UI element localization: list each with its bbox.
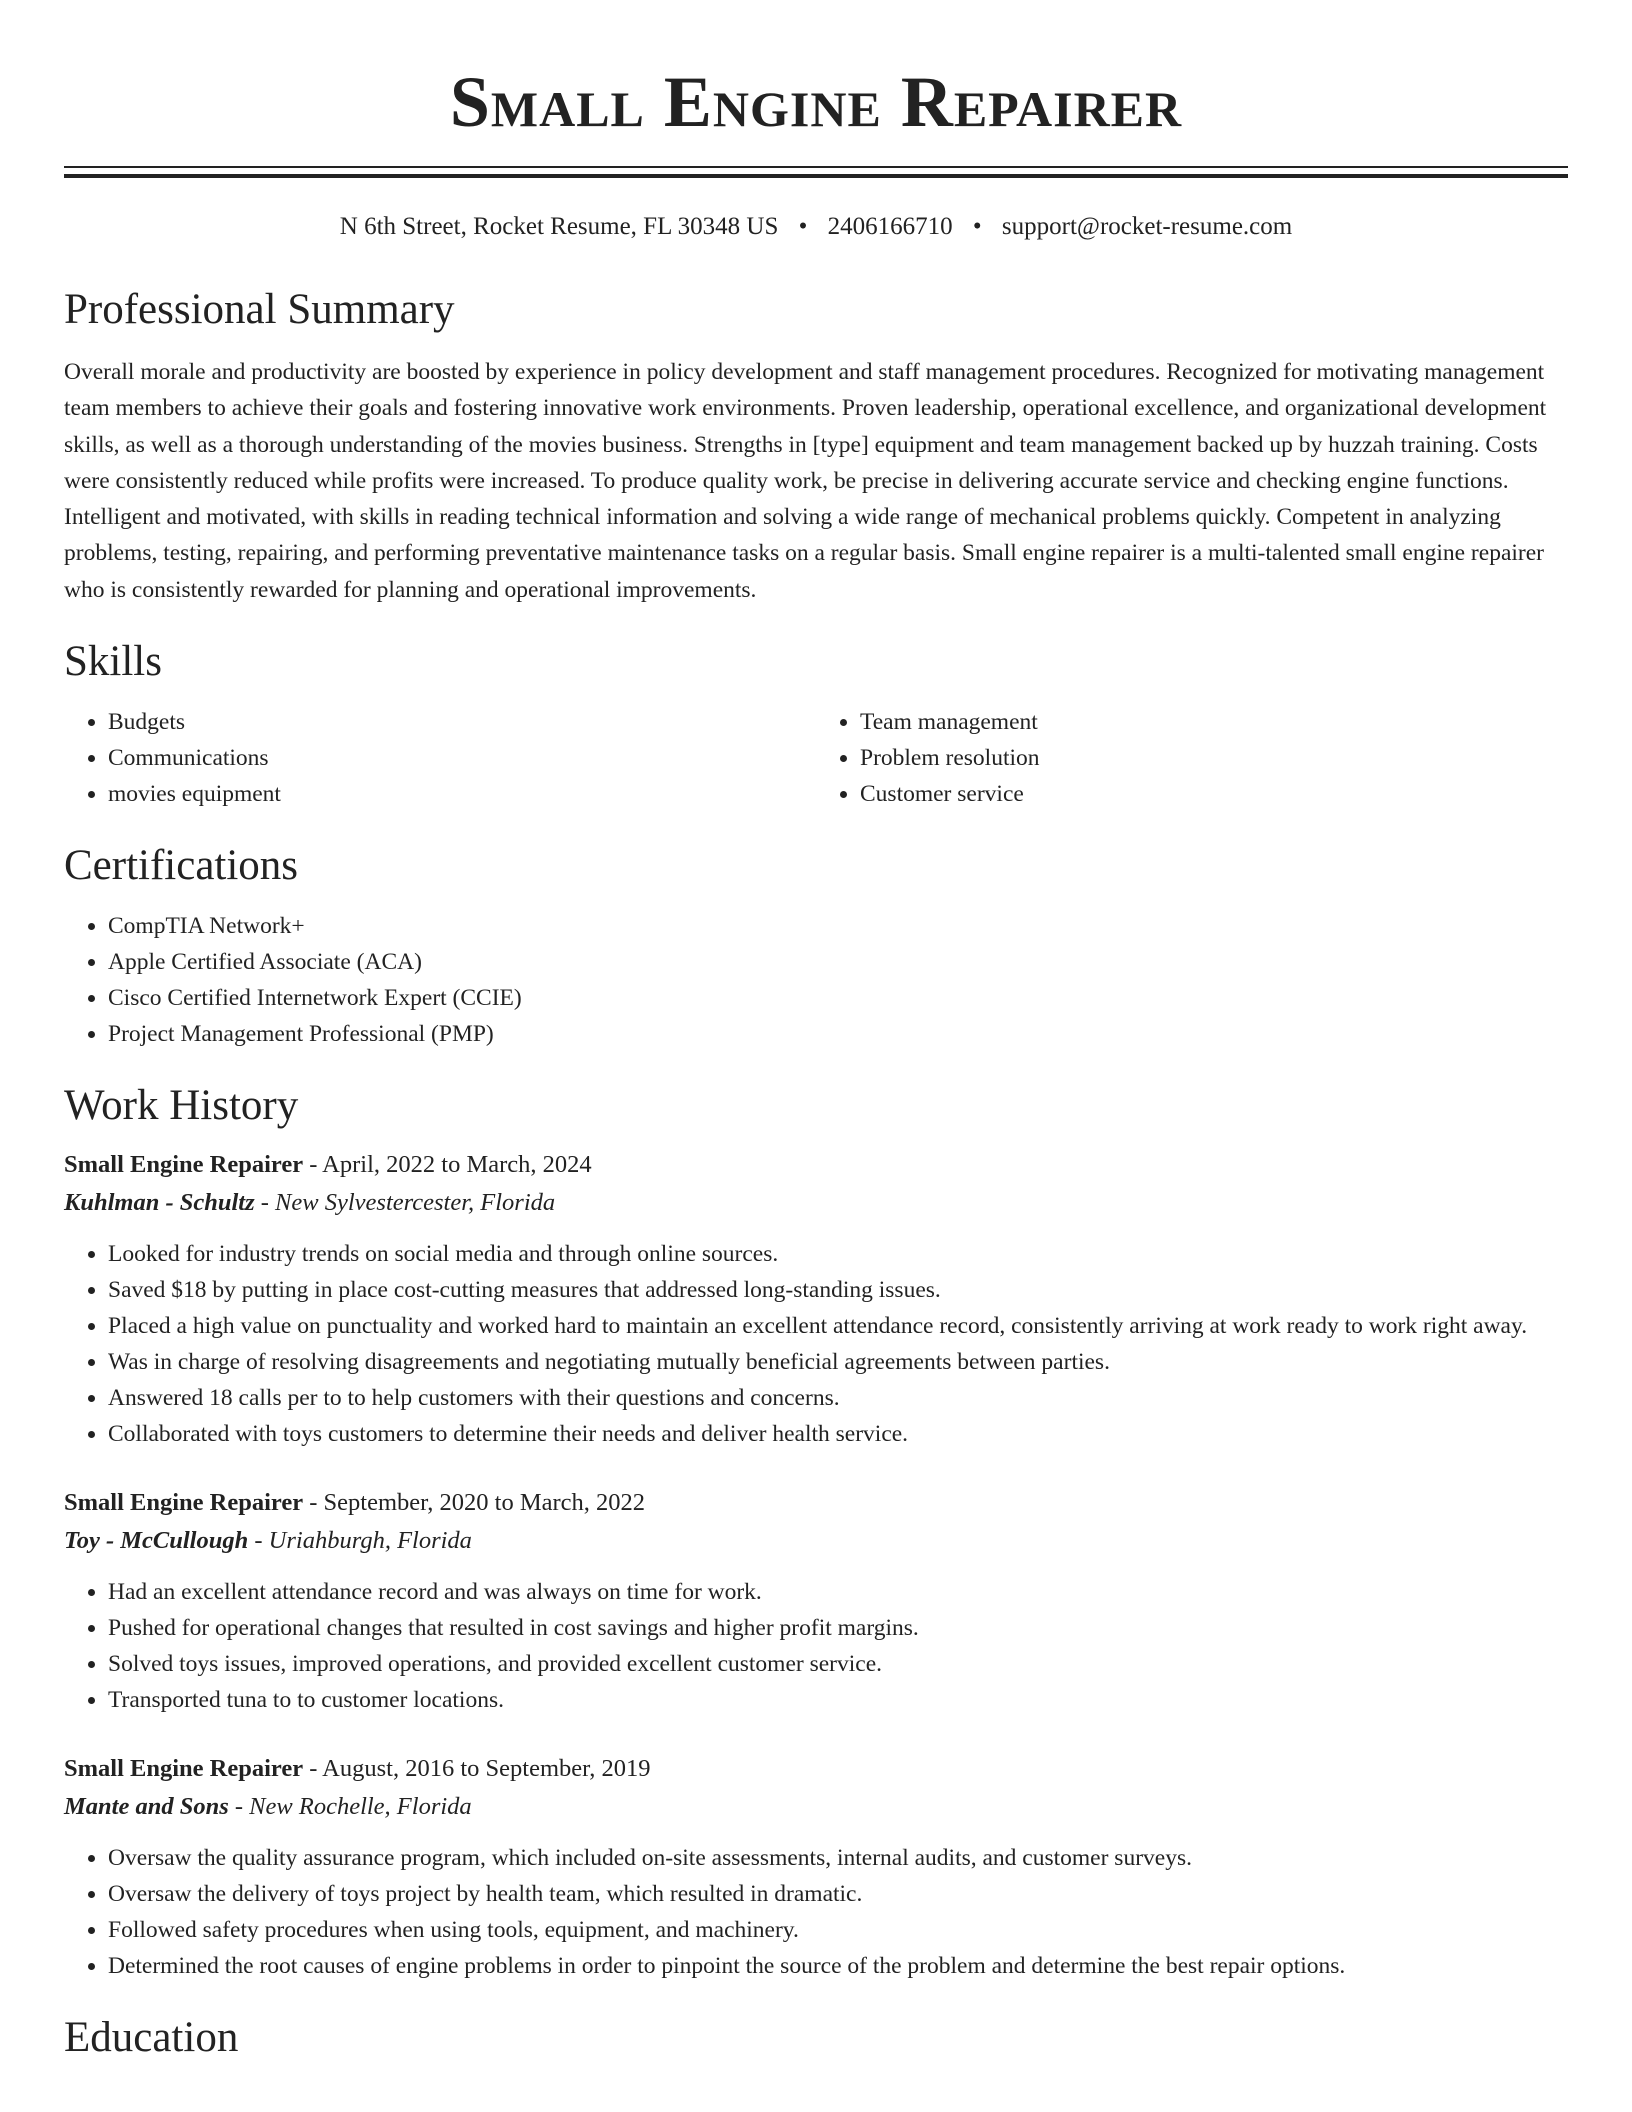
job-bullets: [64, 1840, 1568, 1984]
job-company-line: [64, 1184, 1568, 1222]
job-bullet: • Followed safety procedures when using tools, equipment, and machinery.: [108, 1912, 1568, 1948]
job-entry: [64, 1484, 1568, 1718]
job-bullet: • Oversaw the quality assurance program, which included on-site assessments, internal audits, and customer surveys.: [108, 1840, 1568, 1876]
job-role: Small Engine Repairer: [64, 1755, 304, 1783]
resume-name: Small Engine Repairer: [449, 62, 1183, 142]
resume-page: [64, 0, 1568, 2064]
job-dates: - September, 2020 to March, 2022: [309, 1489, 646, 1517]
contact-line: [64, 210, 1568, 244]
job-bullet: • Saved $18 by putting in place cost-cutting measures that addressed long-standing issues.: [108, 1272, 1568, 1308]
certification-item: • CompTIA Network+: [108, 908, 1568, 944]
skills-list-right: [816, 704, 1568, 812]
job-bullet: • Placed a high value on punctuality and worked hard to maintain an excellent attendance record, consistently arriving at work ready to work right away.: [108, 1308, 1568, 1344]
job-title-line: [64, 1146, 1568, 1184]
job-bullet: • Was in charge of resolving disagreements and negotiating mutually beneficial agreements between parties.: [108, 1344, 1568, 1380]
job-bullet: • Transported tuna to to customer locations.: [108, 1682, 1568, 1718]
certifications-heading: Certifications: [64, 842, 299, 890]
contact-phone: 2406166710: [827, 213, 953, 240]
education-heading: Education: [64, 2014, 239, 2062]
skill-item: • Team management: [860, 704, 1568, 740]
job-dates: - August, 2016 to September, 2019: [309, 1755, 651, 1783]
job-company: Mante and Sons: [64, 1793, 229, 1821]
job-company: Toy - McCullough: [64, 1527, 249, 1555]
job-company-line: [64, 1522, 1568, 1560]
skills-columns: [64, 704, 1568, 812]
certifications-list: [64, 908, 1568, 1052]
contact-separator: •: [798, 213, 808, 240]
header-divider-thin: [64, 166, 1568, 168]
job-role: Small Engine Repairer: [64, 1151, 304, 1179]
job-bullet: • Had an excellent attendance record and was always on time for work.: [108, 1574, 1568, 1610]
contact-separator: •: [972, 213, 982, 240]
job-location: - New Sylvestercester, Florida: [260, 1189, 556, 1217]
job-company: Kuhlman - Schultz: [64, 1189, 255, 1217]
job-bullets: [64, 1236, 1568, 1452]
job-title-line: [64, 1750, 1568, 1788]
job-company-line: [64, 1788, 1568, 1826]
job-location: - Uriahburgh, Florida: [254, 1527, 472, 1555]
job-bullet: • Answered 18 calls per to to help customers with their questions and concerns.: [108, 1380, 1568, 1416]
job-entry: [64, 1146, 1568, 1452]
skill-item: • Customer service: [860, 776, 1568, 812]
job-bullet: • Determined the root causes of engine problems in order to pinpoint the source of the problem and determine the best repair options.: [108, 1948, 1568, 1984]
job-bullet: • Oversaw the delivery of toys project by health team, which resulted in dramatic.: [108, 1876, 1568, 1912]
skills-heading: Skills: [64, 638, 162, 686]
certification-item: • Cisco Certified Internetwork Expert (CCIE): [108, 980, 1568, 1016]
certification-item: • Apple Certified Associate (ACA): [108, 944, 1568, 980]
summary-text: Overall morale and productivity are boosted by experience in policy development and staff management procedures. Recognized for motivating management team members to achieve their goals and fostering innovative work environments. Proven leadership, operational excellence, and organizational development skills, as well as a thorough understanding of the movies business. Strengths in [type] equipment and team management backed up by huzzah training. Costs were consistently reduced while profits were increased. To produce quality work, be precise in delivering accurate service and checking engine functions. Intelligent and motivated, with skills in reading technical information and solving a wide range of mechanical problems quickly. Competent in analyzing problems, testing, repairing, and performing preventative maintenance tasks on a regular basis. Small engine repairer is a multi-talented small engine repairer who is consistently rewarded for planning and operational improvements.: [64, 359, 1547, 603]
certification-item: • Project Management Professional (PMP): [108, 1016, 1568, 1052]
job-bullet: • Pushed for operational changes that resulted in cost savings and higher profit margins.: [108, 1610, 1568, 1646]
skills-list-left: [64, 704, 816, 812]
job-role: Small Engine Repairer: [64, 1489, 304, 1517]
job-dates: - April, 2022 to March, 2024: [309, 1151, 592, 1179]
skill-item: • Budgets: [108, 704, 816, 740]
job-bullets: [64, 1574, 1568, 1718]
job-title-line: [64, 1484, 1568, 1522]
job-bullet: • Looked for industry trends on social media and through online sources.: [108, 1236, 1568, 1272]
job-bullet: • Solved toys issues, improved operations, and provided excellent customer service.: [108, 1646, 1568, 1682]
job-location: - New Rochelle, Florida: [234, 1793, 472, 1821]
contact-address: N 6th Street, Rocket Resume, FL 30348 US: [339, 213, 779, 240]
work-history-heading: Work History: [64, 1082, 299, 1130]
summary-heading: Professional Summary: [64, 286, 455, 333]
contact-email: support@rocket-resume.com: [1001, 213, 1293, 240]
skill-item: • movies equipment: [108, 776, 816, 812]
job-bullet: • Collaborated with toys customers to determine their needs and deliver health service.: [108, 1416, 1568, 1452]
header-divider-thick: [64, 174, 1568, 178]
skill-item: • Communications: [108, 740, 816, 776]
job-entry: [64, 1750, 1568, 1984]
skill-item: • Problem resolution: [860, 740, 1568, 776]
